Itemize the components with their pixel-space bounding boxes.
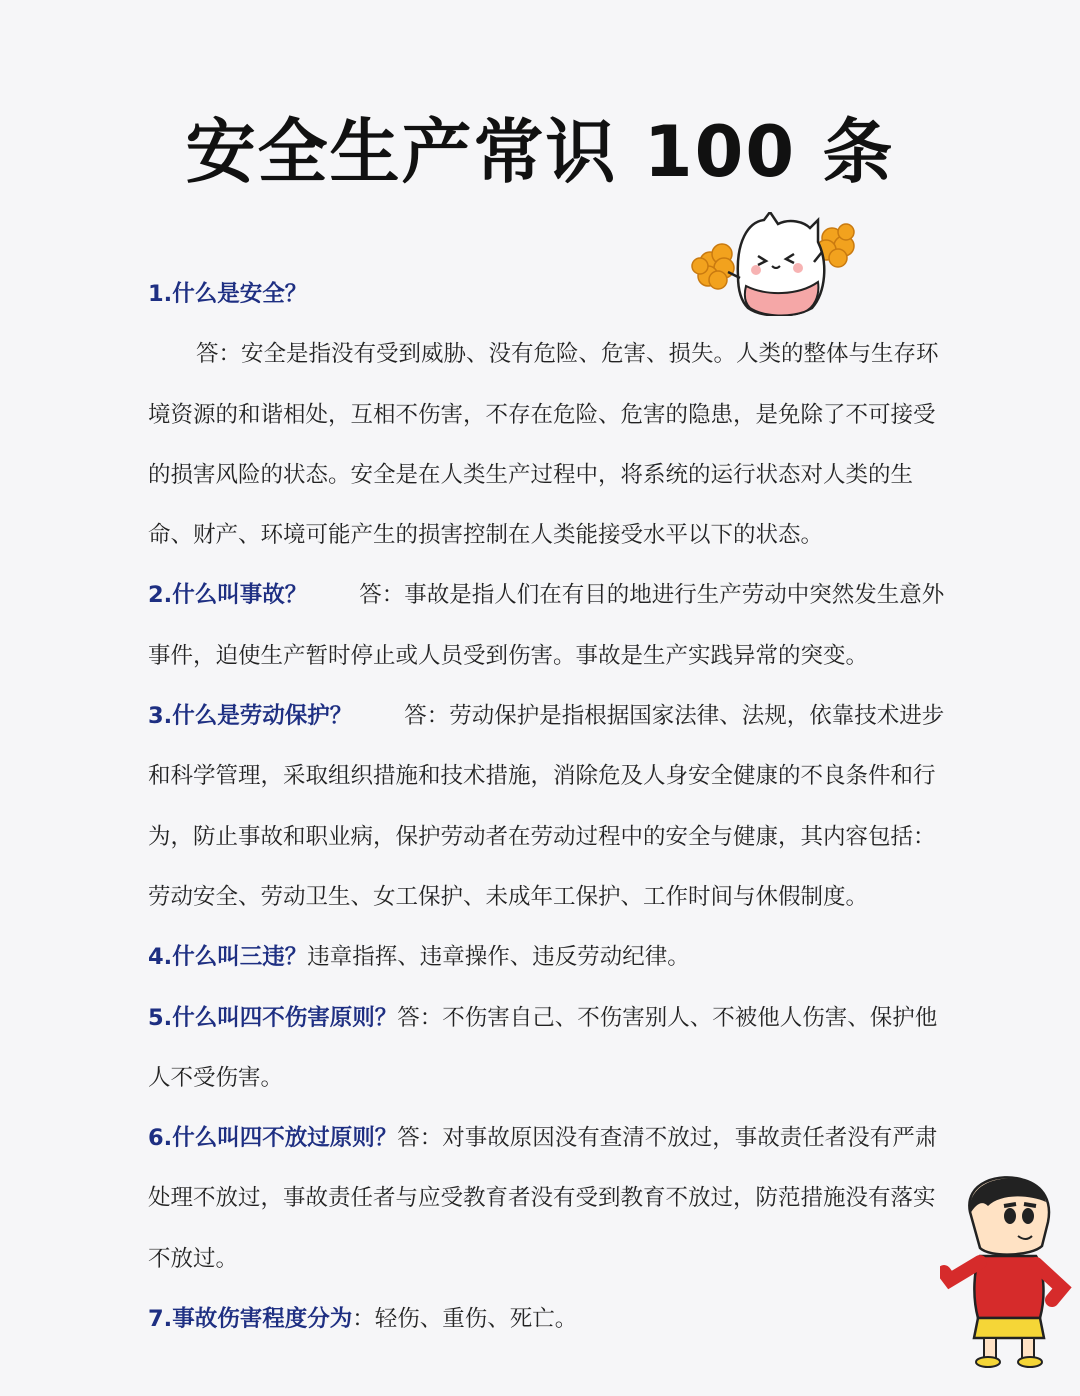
qa-item-2-answer: 答：事故是指人们在有目的地进行生产劳动中突然发生意外事件，迫使生产暂时停止或人员受到伤害。事故是生产实践异常的突变。 [148, 582, 945, 669]
qa-item-7-question: 7.事故伤害程度分为 [148, 1306, 353, 1333]
qa-item-5 [148, 988, 956, 1109]
cartoon-boy-icon [940, 1172, 1076, 1368]
qa-item-3 [148, 686, 956, 927]
qa-item-1-question: 1.什么是安全？ [148, 281, 308, 307]
qa-item-6 [148, 1108, 956, 1289]
qa-list [148, 264, 956, 1349]
qa-item-5-answer: 答：不伤害自己、不伤害别人、不被他人伤害、保护他人不受伤害。 [148, 1004, 938, 1091]
qa-item-6-question: 6.什么叫四不放过原则？ [148, 1125, 398, 1152]
qa-item-7 [148, 1289, 956, 1349]
qa-item-5-question: 5.什么叫四不伤害原则？ [148, 1004, 398, 1031]
qa-item-6-answer: 答：对事故原因没有查清不放过，事故责任者没有严肃处理不放过，事故责任者与应受教育者没有受到教育不放过，防范措施没有落实不放过。 [148, 1125, 938, 1272]
qa-item-7-answer: ：轻伤、重伤、死亡。 [352, 1306, 578, 1333]
qa-item-3-answer: 答：劳动保护是指根据国家法律、法规，依靠技术进步和科学管理，采取组织措施和技术措施，消除危及人身安全健康的不良条件和行为，防止事故和职业病，保护劳动者在劳动过程中的安全与健康，其内容包括：劳动安全、劳动卫生、女工保护、未成年工保护、工作时间与休假制度。 [148, 703, 945, 910]
qa-item-2-question: 2.什么叫事故？ [148, 582, 308, 609]
qa-item-3-question: 3.什么是劳动保护？ [148, 703, 353, 730]
qa-item-1-answer: 答：安全是指没有受到威胁、没有危险、危害、损失。人类的整体与生存环境资源的和谐相处，互相不伤害，不存在危险、危害的隐患，是免除了不可接受的损害风险的状态。安全是在人类生产过程中，将系统的运行状态对人类的生命、财产、环境可能产生的损害控制在人类能接受水平以下的状态。 [148, 341, 939, 549]
qa-item-4-question: 4.什么叫三违？ [148, 944, 308, 971]
page-title: 安全生产常识 100 条 [185, 111, 895, 193]
qa-item-2 [148, 565, 956, 686]
qa-item-4 [148, 927, 956, 987]
qa-item-4-answer: 违章指挥、违章操作、违反劳动纪律。 [307, 944, 690, 971]
